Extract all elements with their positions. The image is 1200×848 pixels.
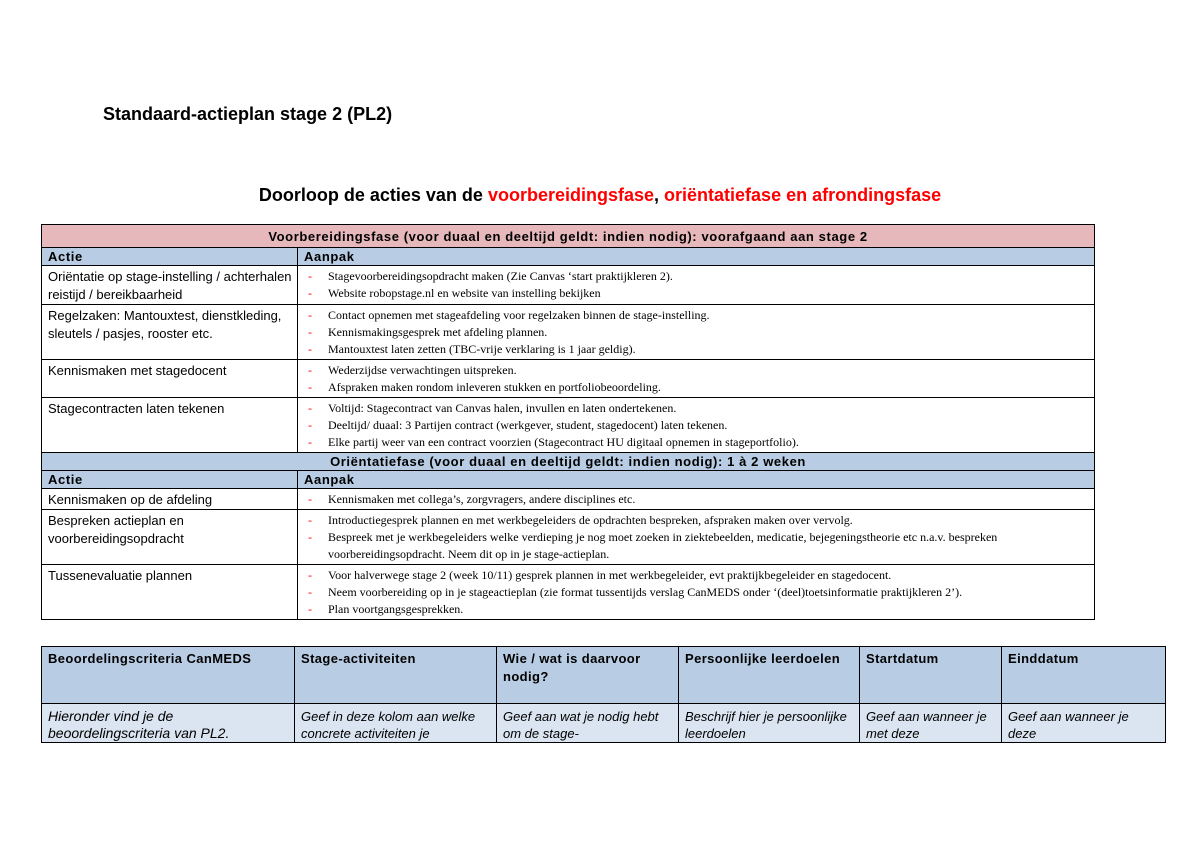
aanpak-text: Voor halverwege stage 2 (week 10/11) gesprek plannen in met werkbegeleider, evt praktijkbegeleider en stagedocent. (328, 568, 892, 582)
criteria-header-cell: Startdatum (860, 647, 1002, 704)
aanpak-item (302, 584, 1090, 601)
bullet-dash: - (308, 308, 312, 322)
actie-cell: Oriëntatie op stage-instelling / achterhalen reistijd / bereikbaarheid (42, 266, 298, 305)
criteria-instruction-row (42, 704, 1166, 743)
bullet-dash: - (308, 342, 312, 356)
column-header-actie: Actie (42, 471, 298, 489)
aanpak-cell (298, 398, 1095, 453)
phase-title-row (42, 453, 1095, 471)
aanpak-item (302, 400, 1090, 417)
subtitle-separator: , (654, 185, 665, 205)
column-header-row (42, 471, 1095, 489)
bullet-dash: - (308, 585, 312, 599)
aanpak-text: Website robopstage.nl en website van instelling bekijken (328, 286, 601, 300)
aanpak-list (302, 489, 1090, 509)
canmeds-criteria-table (41, 646, 1166, 743)
aanpak-list (302, 305, 1090, 359)
aanpak-list (302, 510, 1090, 564)
aanpak-text: Stagevoorbereidingsopdracht maken (Zie Canvas ‘start praktijkleren 2). (328, 269, 673, 283)
aanpak-list (302, 398, 1090, 452)
aanpak-list (302, 565, 1090, 619)
plan-row (42, 398, 1095, 453)
aanpak-text: Kennismakingsgesprek met afdeling plannen. (328, 325, 548, 339)
plan-row (42, 360, 1095, 398)
bullet-dash: - (308, 530, 312, 544)
actie-cell: Bespreken actieplan en voorbereidingsopdracht (42, 510, 298, 565)
aanpak-item (302, 601, 1090, 618)
bullet-dash: - (308, 492, 312, 506)
aanpak-list (302, 360, 1090, 397)
bullet-dash: - (308, 568, 312, 582)
column-header-aanpak: Aanpak (298, 471, 1095, 489)
aanpak-text: Neem voorbereiding op in je stageactieplan (zie format tussentijds verslag CanMEDS onder ‘(deel)toetsinformatie praktijkleren 2’). (328, 585, 963, 599)
aanpak-item (302, 341, 1090, 358)
actie-cell: Regelzaken: Mantouxtest, dienstkleding, sleutels / pasjes, rooster etc. (42, 305, 298, 360)
aanpak-cell (298, 305, 1095, 360)
aanpak-item (302, 434, 1090, 451)
bullet-dash: - (308, 401, 312, 415)
column-header-aanpak: Aanpak (298, 248, 1095, 266)
aanpak-cell (298, 565, 1095, 620)
criteria-header-cell: Wie / wat is daarvoor nodig? (497, 647, 679, 704)
aanpak-text: Contact opnemen met stageafdeling voor regelzaken binnen de stage-instelling. (328, 308, 710, 322)
subtitle-highlight-voorbereidingsfase: voorbereidingsfase (487, 185, 655, 205)
aanpak-item (302, 417, 1090, 434)
aanpak-text: Mantouxtest laten zetten (TBC-vrije verklaring is 1 jaar geldig). (328, 342, 636, 356)
criteria-instruction-cell: Geef aan wanneer je deze (1002, 704, 1166, 743)
subtitle-prefix: Doorloop de acties van de (258, 185, 488, 205)
document-subtitle (0, 185, 1200, 206)
plan-row (42, 565, 1095, 620)
aanpak-text: Afspraken maken rondom inleveren stukken en portfoliobeoordeling. (328, 380, 661, 394)
criteria-header-cell: Persoonlijke leerdoelen (679, 647, 860, 704)
aanpak-cell (298, 489, 1095, 510)
plan-row (42, 305, 1095, 360)
aanpak-text: Plan voortgangsgesprekken. (328, 602, 464, 616)
plan-row (42, 510, 1095, 565)
aanpak-text: Wederzijdse verwachtingen uitspreken. (328, 363, 517, 377)
criteria-instruction-cell: Geef in deze kolom aan welke concrete activiteiten je (295, 704, 497, 743)
criteria-instruction-cell: Hieronder vind je de beoordelingscriteria van PL2. (42, 704, 295, 743)
criteria-header-cell: Stage-activiteiten (295, 647, 497, 704)
aanpak-item (302, 307, 1090, 324)
aanpak-cell (298, 360, 1095, 398)
bullet-dash: - (308, 363, 312, 377)
actie-cell: Stagecontracten laten tekenen (42, 398, 298, 453)
phase-title: Voorbereidingsfase (voor duaal en deeltijd geldt: indien nodig): voorafgaand aan stage 2 (42, 225, 1095, 248)
aanpak-item (302, 567, 1090, 584)
actie-cell: Kennismaken op de afdeling (42, 489, 298, 510)
aanpak-item (302, 324, 1090, 341)
aanpak-text: Introductiegesprek plannen en met werkbegeleiders de opdrachten bespreken, afspraken maken over vervolg. (328, 513, 853, 527)
criteria-header-cell: Einddatum (1002, 647, 1166, 704)
bullet-dash: - (308, 325, 312, 339)
phase-title-row (42, 225, 1095, 248)
aanpak-cell (298, 266, 1095, 305)
aanpak-item (302, 285, 1090, 302)
aanpak-text: Kennismaken met collega’s, zorgvragers, andere disciplines etc. (328, 492, 636, 506)
aanpak-item (302, 379, 1090, 396)
actie-cell: Tussenevaluatie plannen (42, 565, 298, 620)
bullet-dash: - (308, 435, 312, 449)
bullet-dash: - (308, 602, 312, 616)
column-header-row (42, 248, 1095, 266)
phase-title: Oriëntatiefase (voor duaal en deeltijd geldt: indien nodig): 1 à 2 weken (42, 453, 1095, 471)
bullet-dash: - (308, 269, 312, 283)
plan-row (42, 266, 1095, 305)
criteria-instruction-cell: Geef aan wat je nodig hebt om de stage- (497, 704, 679, 743)
criteria-header-cell: Beoordelingscriteria CanMEDS (42, 647, 295, 704)
criteria-instruction-cell: Beschrijf hier je persoonlijke leerdoelen (679, 704, 860, 743)
actie-cell: Kennismaken met stagedocent (42, 360, 298, 398)
bullet-dash: - (308, 418, 312, 432)
aanpak-text: Elke partij weer van een contract voorzien (Stagecontract HU digitaal opnemen in stageportfolio). (328, 435, 799, 449)
criteria-instruction-cell: Geef aan wanneer je met deze (860, 704, 1002, 743)
aanpak-item (302, 512, 1090, 529)
aanpak-text: Deeltijd/ duaal: 3 Partijen contract (werkgever, student, stagedocent) laten tekenen. (328, 418, 728, 432)
bullet-dash: - (308, 286, 312, 300)
action-plan-table (41, 224, 1095, 620)
aanpak-cell (298, 510, 1095, 565)
aanpak-item (302, 268, 1090, 285)
bullet-dash: - (308, 513, 312, 527)
criteria-header-row (42, 647, 1166, 704)
aanpak-text: Bespreek met je werkbegeleiders welke verdieping je nog moet zoeken in ziektebeelden, medicatie, bejegeningstheorie etc n.a.v. bespreken voorbereidingsopdracht. Neem dit op in je stage-actieplan. (328, 530, 998, 561)
column-header-actie: Actie (42, 248, 298, 266)
aanpak-item (302, 362, 1090, 379)
bullet-dash: - (308, 380, 312, 394)
aanpak-item (302, 529, 1090, 563)
page-title: Standaard-actieplan stage 2 (PL2) (103, 104, 393, 124)
aanpak-text: Voltijd: Stagecontract van Canvas halen, invullen en laten ondertekenen. (328, 401, 677, 415)
plan-row (42, 489, 1095, 510)
aanpak-list (302, 266, 1090, 303)
subtitle-highlight-orientatie-afronding: oriëntatiefase en afrondingsfase (664, 185, 942, 205)
aanpak-item (302, 491, 1090, 508)
